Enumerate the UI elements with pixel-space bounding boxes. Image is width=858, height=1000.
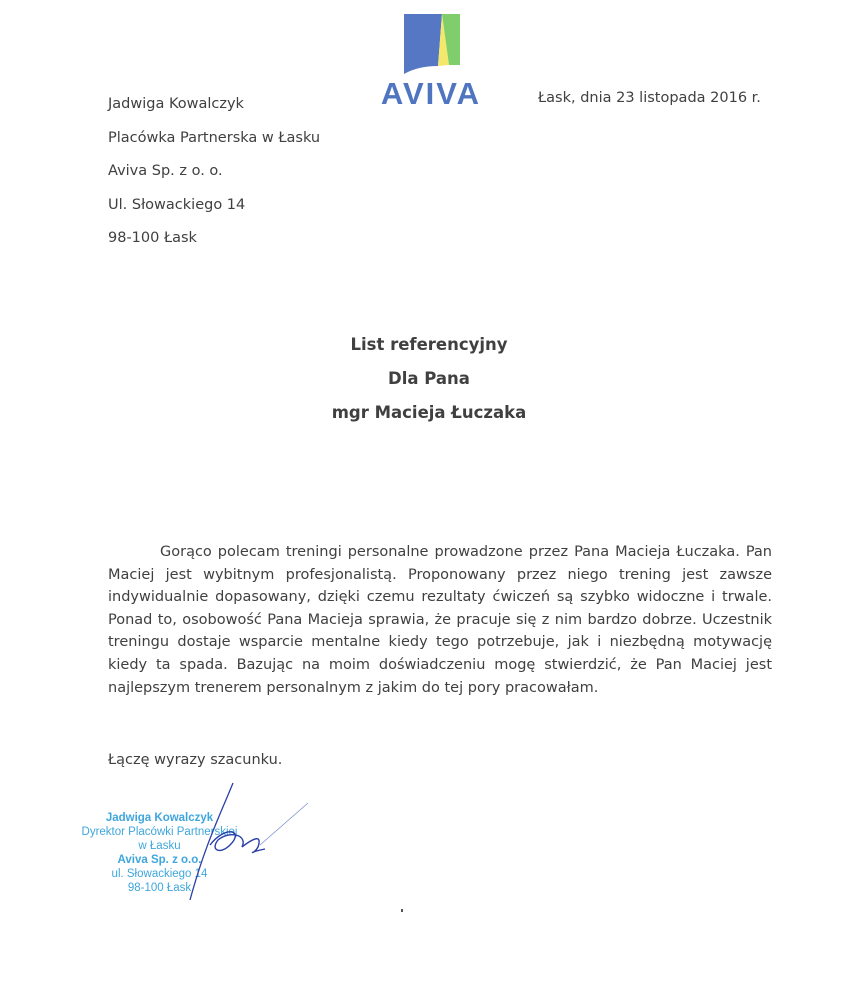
aviva-logo-text: AVIVA	[380, 76, 482, 111]
stamp-position: Dyrektor Placówki Partnerskiej	[81, 826, 238, 838]
stamp-company: Aviva Sp. z o.o.	[117, 854, 202, 866]
letter-recipient-prefix: Dla Pana	[388, 369, 470, 388]
letter-heading	[0, 328, 858, 430]
stamp-location: w Łasku	[138, 840, 181, 852]
sender-office: Placówka Partnerska w Łasku	[108, 129, 321, 146]
aviva-logo-mark-icon	[404, 14, 460, 74]
stamp-street: ul. Słowackiego 14	[111, 868, 208, 880]
sender-address	[108, 88, 320, 256]
aviva-logo	[366, 14, 496, 109]
sender-postal: 98-100 Łask	[108, 230, 197, 246]
sender-name: Jadwiga Kowalczyk	[108, 96, 244, 112]
stamp-postal: 98-100 Łask	[127, 882, 192, 894]
closing-line: Łączę wyrazy szacunku.	[108, 752, 283, 768]
sender-street: Ul. Słowackiego 14	[108, 196, 246, 213]
letter-body: Gorąco polecam treningi personalne prowadzone przez Pana Macieja Łuczaka. Pan Maciej jest wybitnym profesjonalistą. Proponowany przez niego trening jest zawsze indywidualnie dopasowany, dzięki czemu rezultaty ćwiczeń są szybko widoczne i trwale. Ponad to, osobowość Pana Macieja sprawia, że pracuje się z nim bardzo dobrze. Uczestnik treningu dostaje wsparcie mentalne kiedy tego potrzebuje, jak i niezbędną motywację kiedy ta spada. Bazując na moim doświadczeniu mogę stwierdzić, że Pan Maciej jest najlepszym trenerem personalnym z jakim do tej pory pracowałam.	[108, 544, 772, 696]
date-line: Łask, dnia 23 listopada 2016 r.	[538, 90, 761, 106]
handwritten-signature	[150, 775, 310, 905]
stamp-name: Jadwiga Kowalczyk	[105, 812, 214, 824]
letter-recipient-name: mgr Macieja Łuczaka	[331, 403, 527, 422]
letter-title: List referencyjny	[350, 335, 508, 354]
logo-blue-panel	[404, 14, 442, 74]
sender-company: Aviva Sp. z o. o.	[108, 163, 223, 179]
scan-speck	[401, 909, 403, 912]
